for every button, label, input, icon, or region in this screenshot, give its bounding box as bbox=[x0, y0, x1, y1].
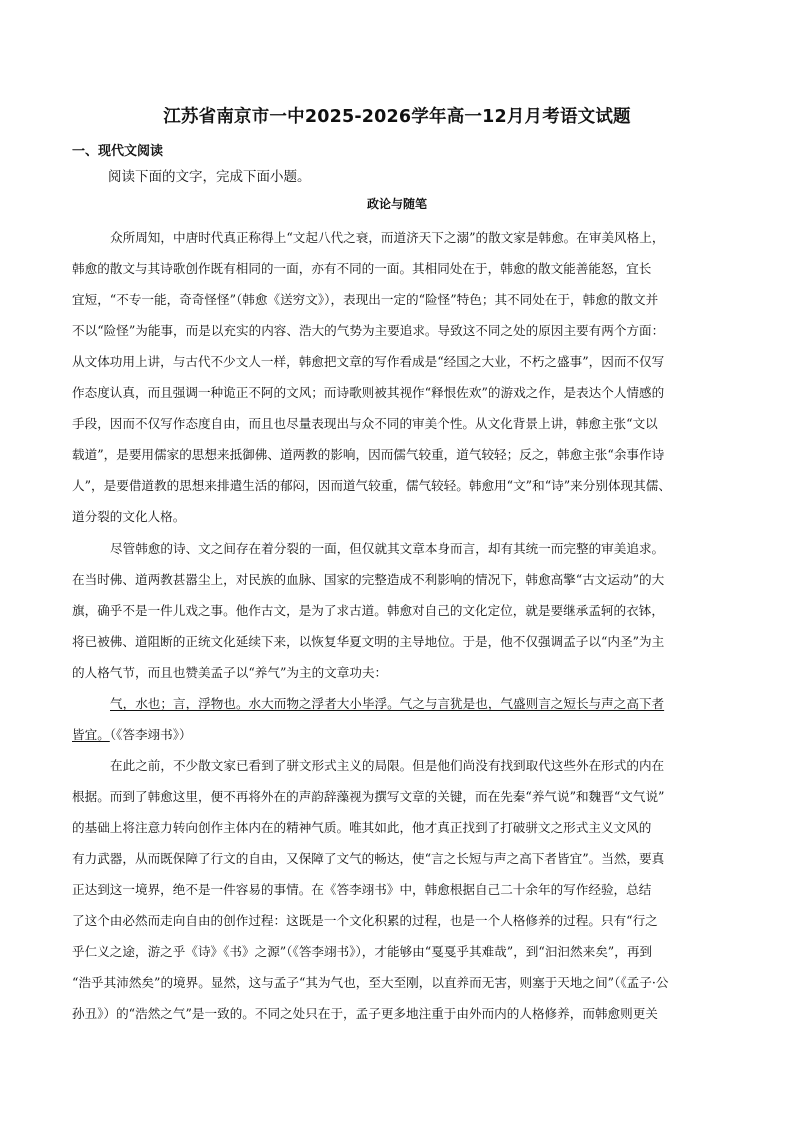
paragraph-line: 道分裂的文化人格。 bbox=[72, 509, 186, 524]
section-heading: 一、现代文阅读 bbox=[72, 144, 164, 159]
quotation-end: 皆宜。 bbox=[72, 727, 110, 742]
paragraph-line: 韩愈的散文与其诗歌创作既有相同的一面，亦有不同的一面。其相同处在于，韩愈的散文能善能怒，宜长 bbox=[72, 261, 652, 276]
paragraph-line: 将已被佛、道阻断的正统文化延续下来，以恢复华夏文明的主导地位。于是，他不仅强调孟子以“内圣”为主 bbox=[72, 634, 665, 649]
paragraph-line: 了这个由必然而走向自由的创作过程：这既是一个文化积累的过程，也是一个人格修养的过程。只有“行之 bbox=[72, 913, 658, 928]
paragraph-line: 不以“险怪”为能事，而是以充实的内容、浩大的气势为主要追求。导致这不同之处的原因主要有两个方面： bbox=[72, 323, 665, 338]
document-title: 江苏省南京市一中2025-2026学年高一12月月考语文试题 bbox=[163, 107, 631, 127]
paragraph-line: 乎仁义之途，游之乎《诗》《书》之源”（《答李翊书》），才能够由“戛戛乎其难哉”，到“汩汩然来矣”，再到 bbox=[72, 944, 653, 959]
paragraph-line: 的基础上将注意力转向创作主体内在的精神气质。唯其如此，他才真正找到了打破骈文之形式主义文风的 bbox=[72, 820, 652, 835]
paragraph-line: 孙丑》）的“浩然之气”是一致的。不同之处只在于，孟子更多地注重于由外而内的人格修养，而韩愈则更关 bbox=[72, 1006, 658, 1021]
paragraph-line: 在当时佛、道两教甚嚣尘上，对民族的血脉、国家的完整造成不利影响的情况下，韩愈高擎“古文运动”的大 bbox=[72, 572, 665, 587]
paragraph-line: 作态度认真，而且强调一种诡正不阿的文风；而诗歌则被其视作“释恨佐欢”的游戏之作，是表达个人情感的 bbox=[72, 385, 665, 400]
instruction-text: 阅读下面的文字，完成下面小题。 bbox=[108, 169, 311, 185]
paragraph-line: 载道”，是要用儒家的思想来抵御佛、道两教的影响，因而儒气较重，道气较轻；反之，韩愈主张“余事作诗 bbox=[72, 447, 665, 462]
quotation-line: 气，水也；言，浮物也。水大而物之浮者大小毕浮。气之与言犹是也，气盛则言之短长与声之高下者 bbox=[110, 696, 665, 711]
paragraph-line: 在此之前，不少散文家已看到了骈文形式主义的局限。但是他们尚没有找到取代这些外在形式的内在 bbox=[110, 758, 665, 773]
paragraph-line: 的人格气节，而且也赞美孟子以“养气”为主的文章功夫： bbox=[72, 665, 388, 680]
paragraph-line: 有力武器，从而既保障了行文的自由，又保障了文气的畅达，使“言之长短与声之高下者皆宜”。当然，要真 bbox=[72, 851, 665, 866]
paragraph-line: 正达到这一境界，绝不是一件容易的事情。在《答李翊书》中，韩愈根据自己二十余年的写作经验，总结 bbox=[72, 882, 652, 897]
paragraph-line: 手段，因而不仅写作态度自由，而且也尽量表现出与众不同的审美个性。从文化背景上讲，韩愈主张“文以 bbox=[72, 416, 658, 431]
paragraph-line: “浩乎其沛然矣”的境界。显然，这与孟子“其为气也，至大至刚，以直养而无害，则塞于天地之间”（《孟子·公 bbox=[72, 975, 669, 990]
paragraph-line: 人”，是要借道教的思想来排遣生活的郁闷，因而道气较重，儒气较轻。韩愈用“文”和“诗”来分别体现其儒、 bbox=[72, 478, 671, 493]
paragraph-line: 众所周知，中唐时代真正称得上“文起八代之衰，而道济天下之溺”的散文家是韩愈。在审美风格上， bbox=[110, 230, 665, 245]
article-title: 政论与随笔 bbox=[366, 197, 427, 211]
paragraph-line: 旗，确乎不是一件儿戏之事。他作古文，是为了求古道。韩愈对自己的文化定位，就是要继承孟轲的衣钵， bbox=[72, 603, 664, 618]
paragraph-line: 从文体功用上讲，与古代不少文人一样，韩愈把文章的写作看成是“经国之大业，不朽之盛事”，因而不仅写 bbox=[72, 354, 665, 369]
paragraph-line: 宜短，“不专一能，奇奇怪怪”（韩愈《送穷文》），表现出一定的“险怪”特色；其不同处在于，韩愈的散文并 bbox=[72, 292, 659, 307]
quotation-source: （《答李翊书》） bbox=[109, 727, 192, 742]
paragraph-line: 根据。而到了韩愈这里，便不再将外在的声韵辞藻视为撰写文章的关键，而在先秦“养气说”和魏晋“文气说” bbox=[72, 789, 665, 804]
paragraph-line: 尽管韩愈的诗、文之间存在着分裂的一面，但仅就其文章本身而言，却有其统一而完整的审美追求。 bbox=[110, 541, 665, 556]
quotation-line bbox=[72, 729, 192, 742]
